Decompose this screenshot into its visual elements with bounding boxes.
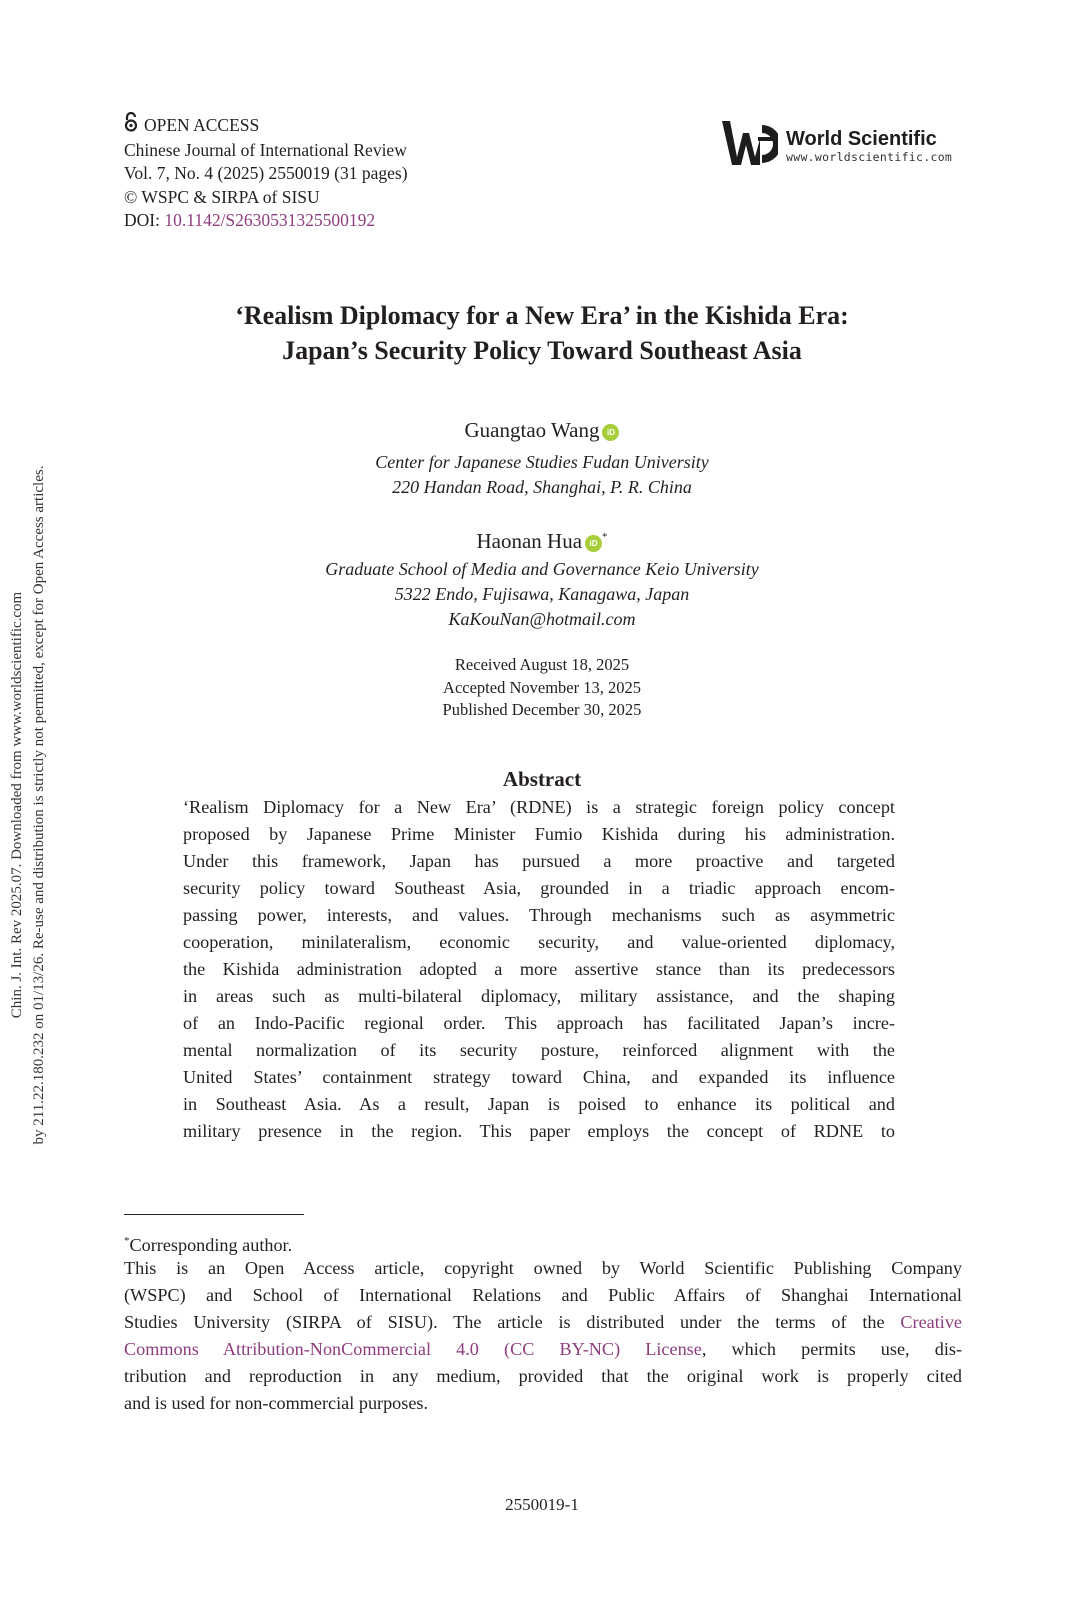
abstract-line: military presence in the region. This paper employs the concept of RDNE to — [183, 1121, 895, 1141]
cc-license-link[interactable]: Creative — [900, 1312, 962, 1332]
open-access-label: OPEN ACCESS — [144, 114, 260, 135]
abstract-line: United States’ containment strategy toward China, and expanded its influence — [183, 1067, 895, 1087]
abstract-line: Under this framework, Japan has pursued a more proactive and targeted — [183, 851, 895, 871]
author-2-affiliation-line-2: 5322 Endo, Fujisawa, Kanagawa, Japan — [394, 584, 690, 604]
abstract-line: in Southeast Asia. As a result, Japan is poised to enhance its political and — [183, 1094, 895, 1114]
corresponding-author-note — [124, 1228, 962, 1255]
author-1 — [124, 416, 960, 444]
journal-name: Chinese Journal of International Review — [124, 139, 407, 160]
abstract-line: the Kishida administration adopted a more assertive stance than its predecessors — [183, 959, 895, 979]
doi-line — [124, 209, 408, 233]
publisher-text — [786, 128, 952, 164]
license-line: tribution and reproduction in any medium, provided that the original work is properly cited — [124, 1366, 962, 1386]
license-line — [124, 1309, 962, 1336]
open-access-line — [124, 112, 408, 139]
open-access-icon — [124, 112, 138, 139]
download-note — [6, 385, 50, 1225]
volume-info: Vol. 7, No. 4 (2025) 2550019 (31 pages) — [124, 163, 408, 183]
license-text: , which permits use, dis- — [701, 1339, 963, 1359]
abstract-line: mental normalization of its security posture, reinforced alignment with the — [183, 1040, 895, 1060]
doi-link[interactable]: 10.1142/S2630531325500192 — [164, 210, 376, 230]
published-date: Published December 30, 2025 — [442, 700, 642, 719]
abstract-heading: Abstract — [502, 767, 582, 791]
footnote — [124, 1228, 962, 1417]
license-line: This is an Open Access article, copyright owned by World Scientific Publishing Company — [124, 1258, 962, 1278]
cc-license-link[interactable]: Commons Attribution-NonCommercial 4.0 (CC BY-NC) License — [124, 1339, 702, 1359]
abstract-line: security policy toward Southeast Asia, grounded in a triadic approach encom- — [183, 878, 895, 898]
copyright: © WSPC & SIRPA of SISU — [124, 186, 320, 207]
publisher-url[interactable]: www.worldscientific.com — [786, 150, 953, 164]
corresponding-author-text: Corresponding author. — [129, 1235, 293, 1256]
world-scientific-logo-icon — [722, 119, 778, 174]
abstract-line: cooperation, minilateralism, economic security, and value-oriented diplomacy, — [183, 932, 895, 952]
download-note-line-2: by 211.22.180.232 on 01/13/26. Re-use and distribution is strictly not permitted, except for Open Access articles. — [31, 465, 47, 1145]
license-line — [124, 1336, 962, 1363]
license-text: Studies University (SIRPA of SISU). The article is distributed under the terms of the — [124, 1312, 885, 1332]
author-1-name: Guangtao Wang — [464, 418, 600, 442]
orcid-icon[interactable]: iD — [602, 424, 619, 441]
abstract-body — [183, 794, 895, 1145]
author-2-affiliation — [124, 557, 960, 632]
publisher-name: World Scientific — [786, 128, 937, 150]
journal-info — [124, 112, 408, 233]
author-2-affiliation-line-1: Graduate School of Media and Governance Keio University — [325, 559, 759, 579]
article-dates — [124, 654, 960, 722]
abstract-line: passing power, interests, and values. Through mechanisms such as asymmetric — [183, 905, 895, 925]
abstract-line: in areas such as multi-bilateral diplomacy, military assistance, and the shaping — [183, 986, 895, 1006]
author-2-name: Haonan Hua — [476, 529, 583, 553]
author-2-email[interactable]: KaKouNan@hotmail.com — [448, 609, 636, 629]
author-1-affiliation-line-2: 220 Handan Road, Shanghai, P. R. China — [392, 477, 692, 497]
abstract-line: ‘Realism Diplomacy for a New Era’ (RDNE) is a strategic foreign policy concept — [183, 797, 895, 817]
corresponding-marker: * — [602, 531, 608, 543]
download-note-line-1: Chin. J. Int. Rev 2025.07. Downloaded from www.worldscientific.com — [9, 591, 25, 1019]
license-line: (WSPC) and School of International Relations and Public Affairs of Shanghai International — [124, 1285, 962, 1305]
accepted-date: Accepted November 13, 2025 — [443, 677, 641, 697]
article-title — [124, 298, 960, 368]
abstract-line: proposed by Japanese Prime Minister Fumio Kishida during his administration. — [183, 824, 895, 844]
footnote-marker: * — [124, 1235, 130, 1247]
article-title-line-2: Japan’s Security Policy Toward Southeast Asia — [282, 336, 802, 365]
author-1-affiliation-line-1: Center for Japanese Studies Fudan University — [375, 452, 709, 472]
author-1-affiliation — [124, 450, 960, 500]
abstract-line: of an Indo-Pacific regional order. This approach has facilitated Japan’s incre- — [183, 1013, 895, 1033]
publisher-logo — [722, 118, 962, 174]
doi-label: DOI: — [124, 210, 160, 230]
author-2 — [124, 523, 960, 555]
license-line: and is used for non-commercial purposes. — [124, 1393, 429, 1413]
received-date: Received August 18, 2025 — [454, 655, 630, 674]
article-title-line-1: ‘Realism Diplomacy for a New Era’ in the Kishida Era: — [235, 301, 849, 330]
page-number: 2550019-1 — [505, 1495, 579, 1514]
orcid-icon[interactable]: iD — [585, 535, 602, 552]
footnote-divider — [124, 1214, 304, 1215]
